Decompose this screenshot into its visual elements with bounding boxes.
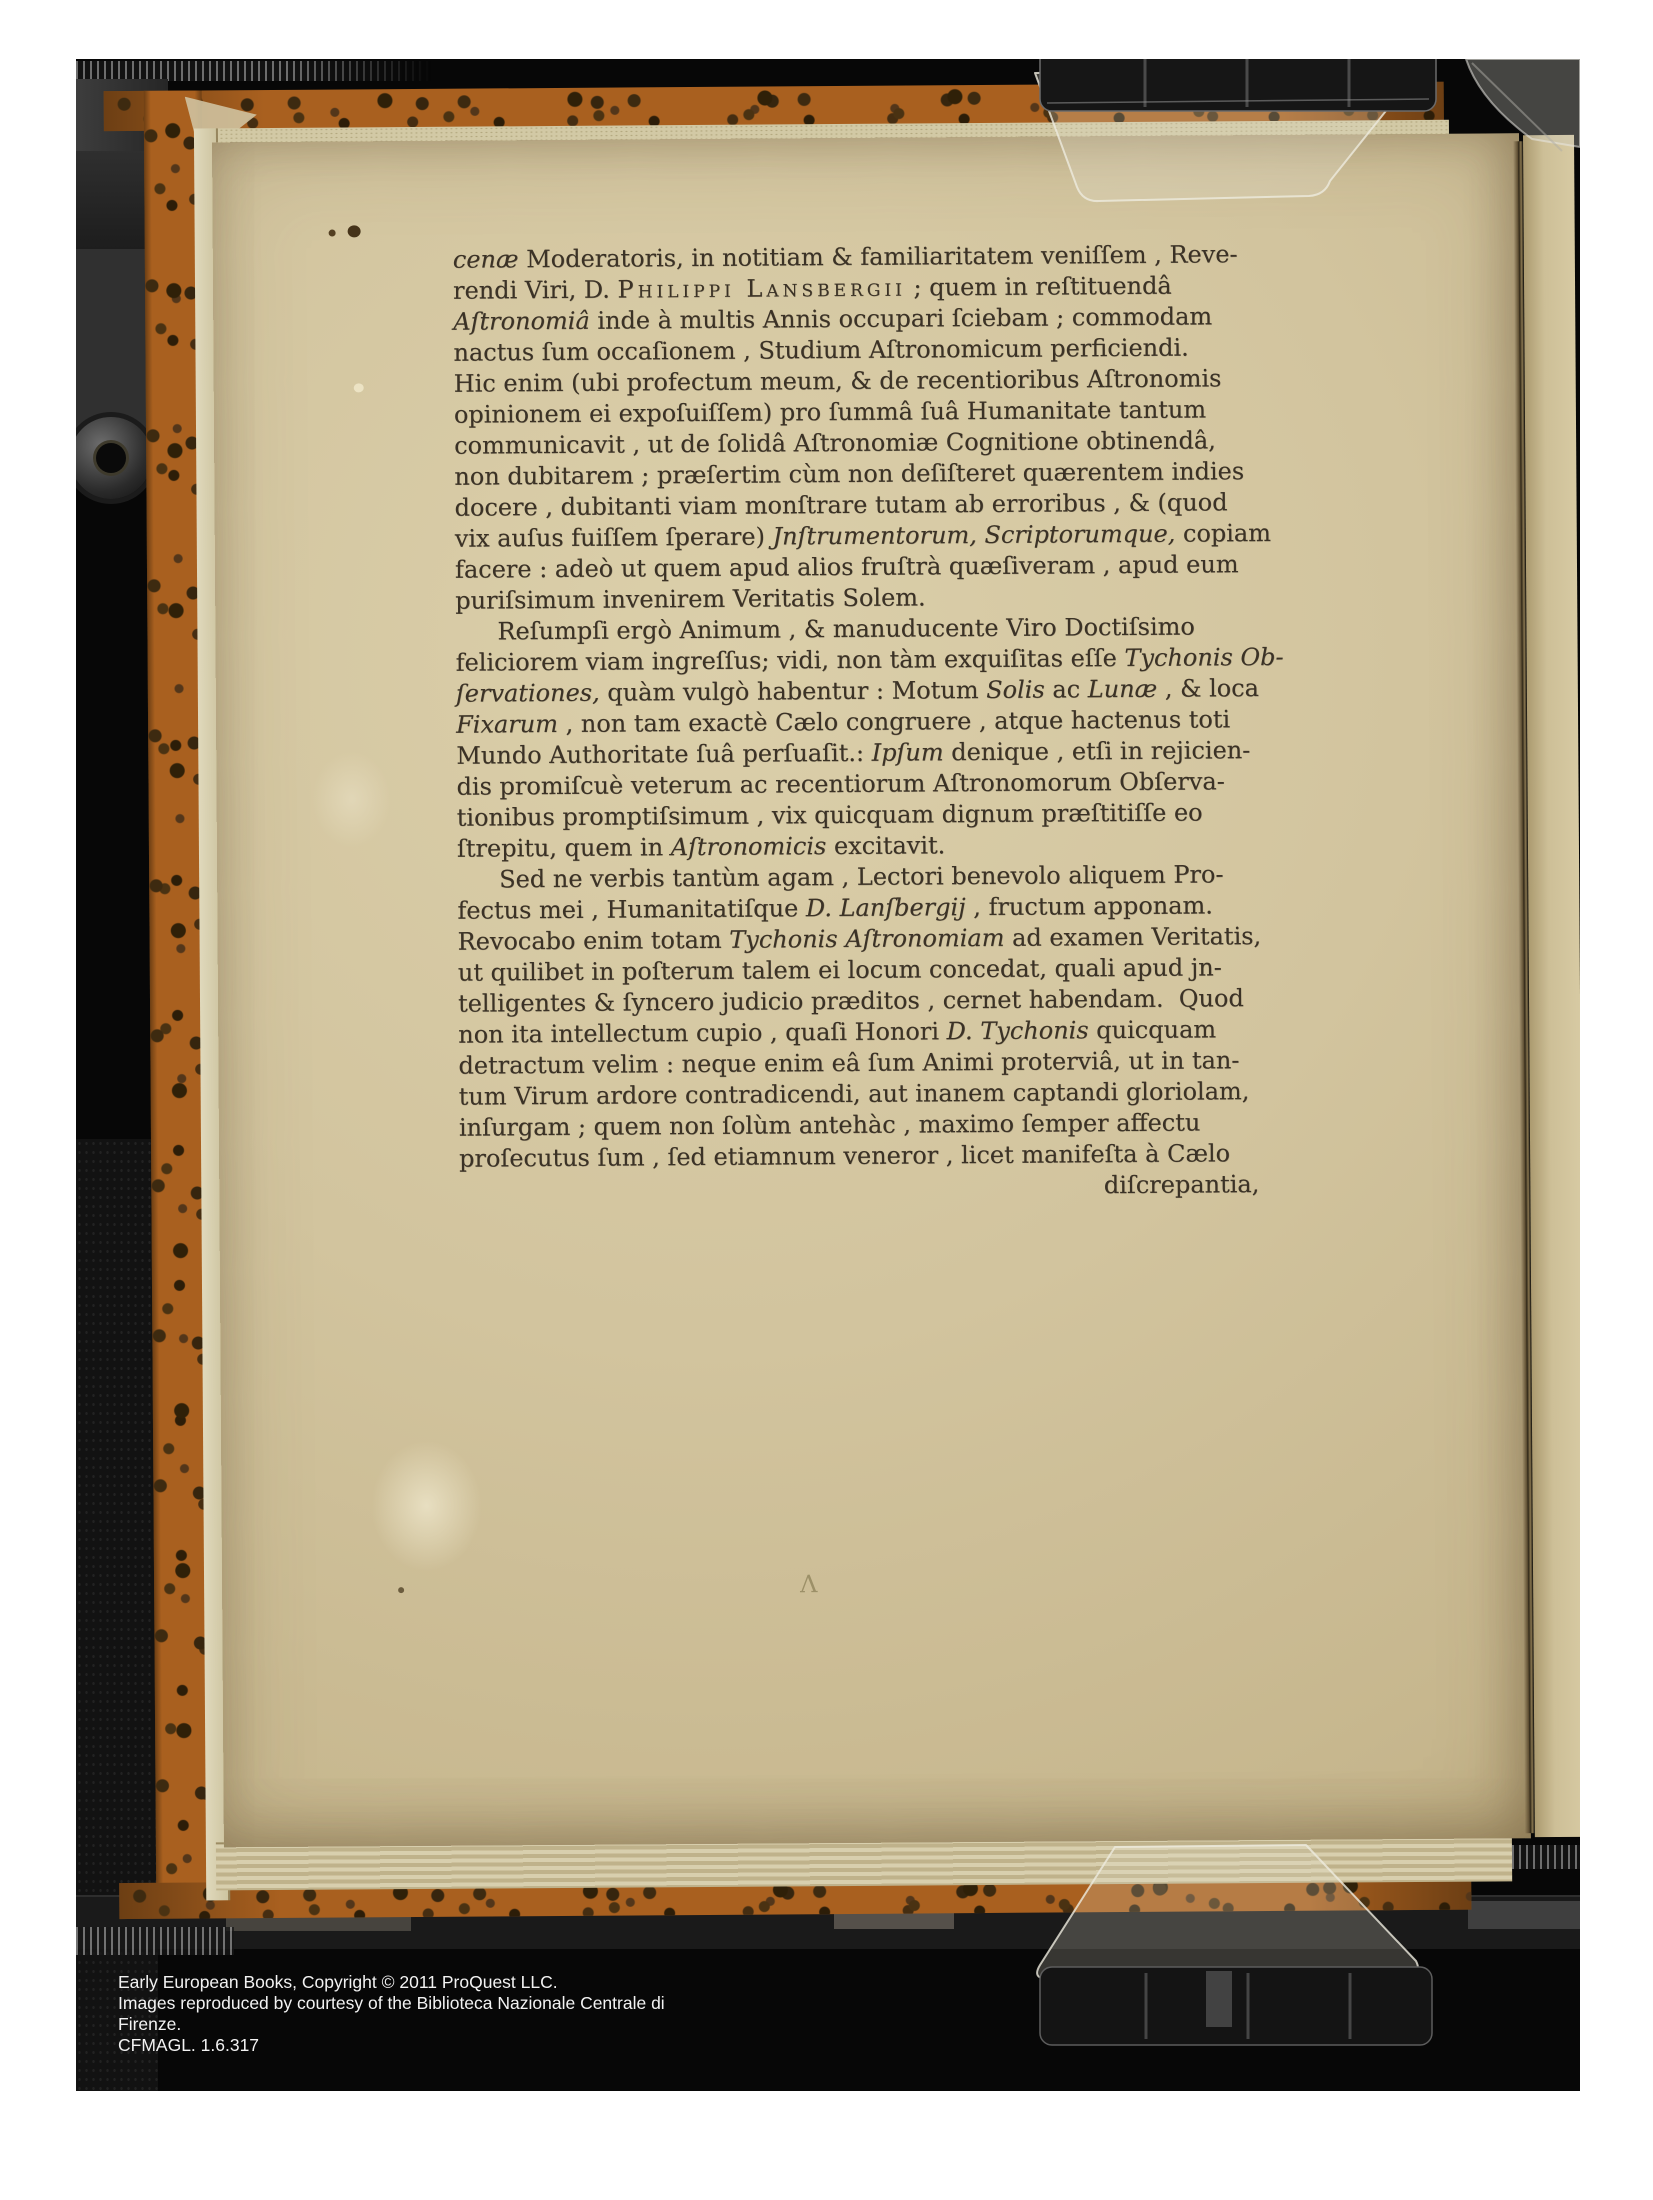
clamp-skirt: [1037, 1845, 1418, 1979]
text-line: cenæ Moderatoris, in notitiam & familiaritatem veniſſem , Reve-: [452, 240, 1238, 274]
text-line: ſervationes, quàm vulgò habentur : Motum Solis ac Lunæ , & loca: [455, 674, 1260, 708]
faint-pencil-mark: Λ: [799, 1570, 818, 1599]
proquest-copyright-note: [118, 1972, 665, 2056]
text-line: non dubitarem ; præſertim cùm non deſiſteret quærentem indies: [454, 457, 1245, 491]
text-block: [452, 239, 1284, 1206]
text-line: dis promiſcuè veterum ac recentiorum Aſtronomorum Obſerva-: [456, 767, 1225, 801]
text-line: tum Virum ardore contradicendi, aut inanem captandi gloriolam,: [458, 1077, 1250, 1111]
scanner-bed: [76, 59, 1580, 2091]
paper-blotch: [312, 751, 391, 848]
text-line: ut quilibet in poſterum talem ei locum concedat, quali apud jn-: [457, 953, 1222, 987]
copyright-line: Early European Books, Copyright © 2011 ProQuest LLC.: [118, 1972, 558, 1992]
book: [99, 75, 1580, 1920]
copyright-line: CFMAGL. 1.6.317: [118, 2035, 260, 2055]
text-line: diſcrepantia,: [1103, 1170, 1260, 1200]
text-line: communicavit , ut de ſolidâ Aſtronomiæ Cognitione obtinendâ,: [454, 426, 1216, 460]
paper-dot: [398, 1587, 404, 1593]
text-line: vix auſus fuiſſem ſperare) Jnſtrumentorum, Scriptorumque, copiam: [454, 518, 1272, 553]
metal-rib-strip-top-left: [76, 61, 432, 81]
ink-stain-small: [329, 230, 336, 237]
text-line: ſtrepitu, quem in Aſtronomicis excitavit.: [456, 831, 946, 863]
ink-stain: [348, 225, 361, 237]
text-line: Sed ne verbis tantùm agam , Lectori benevolo aliquem Pro-: [499, 860, 1224, 894]
clamp-head: [1040, 1967, 1432, 2045]
text-line: proſecutus ſum , ſed etiamnum veneror , licet manifeſta à Cælo: [459, 1139, 1231, 1173]
metal-rib-strip-bottom-left: [76, 1927, 234, 1955]
page-paper: [212, 133, 1531, 1847]
copyright-line: Firenze.: [118, 2014, 182, 2034]
text-line: Mundo Authoritate ſuâ perſuaſit.: Ipſum denique , etſi in rejicien-: [456, 736, 1251, 770]
text-line: Fixarum , non tam exactè Cælo congruere , atque hactenus toti: [455, 705, 1231, 739]
text-line: Reſumpſi ergò Animum , & manuducente Viro Doctiſsimo: [497, 612, 1195, 646]
text-line: Aſtronomiâ inde à multis Annis occupari ſciebam ; commodam: [453, 302, 1213, 336]
text-line: non ita intellectum cupio , quaſi Honori D. Tychonis quicquam: [458, 1015, 1217, 1049]
paper-fleck: [354, 383, 364, 392]
text-line: tionibus promptiſsimum , vix quicquam dignum præſtitiſſe eo: [456, 798, 1203, 832]
text-line: puriſsimum invenirem Veritatis Solem.: [455, 583, 926, 615]
text-line: docere , dubitanti viam monſtrare tutam ab erroribus , & (quod: [454, 488, 1228, 522]
bottom-clamp: [976, 1839, 1476, 2051]
text-line: telligentes & ſyncero judicio præditos , cernet habendam. Quod: [457, 984, 1244, 1018]
text-line: nactus ſum occaſionem , Studium Aſtronomicum perficiendi.: [453, 333, 1189, 367]
top-clamp: [981, 59, 1461, 209]
text-line: fectus mei , Humanitatiſque D. Lanſbergij , fructum apponam.: [457, 891, 1213, 925]
paper-blotch-lower: [371, 1441, 482, 1572]
text-line: Hic enim (ubi profectum meum, & de recentioribus Aſtronomis: [453, 364, 1222, 398]
copyright-line: Images reproduced by courtesy of the Biblioteca Nazionale Centrale di: [118, 1993, 665, 2013]
text-line: detractum velim : neque enim eâ ſum Animi proterviâ, ut in tan-: [458, 1046, 1240, 1080]
text-line: feliciorem viam ingreſſus; vidi, non tàm exquiſitas eſſe Tychonis Ob-: [455, 642, 1284, 677]
text-line: rendi Viri, D. Philippi Lansbergii ; quem in reſtituendâ: [452, 271, 1172, 305]
corner-clamp-piece: [1436, 59, 1580, 189]
text-line: opinionem ei expoſuiſſem) pro ſummâ ſuâ Humanitate tantum: [453, 395, 1207, 429]
text-line: facere : adeò ut quem apud alios fruſtrà quæſiveram , apud eum: [454, 550, 1239, 584]
text-line: inſurgam ; quem non ſolùm antehàc , maximo ſemper affectu: [458, 1108, 1201, 1142]
text-line: Revocabo enim totam Tychonis Aſtronomiam ad examen Veritatis,: [457, 922, 1262, 956]
